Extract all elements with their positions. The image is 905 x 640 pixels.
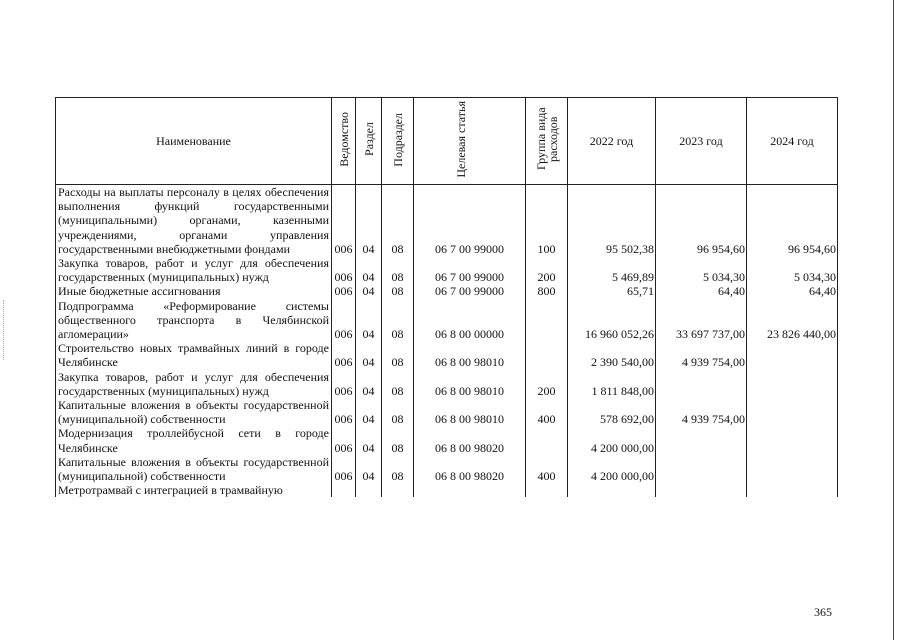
row-celevaya: 06 8 00 98010	[414, 398, 526, 426]
row-gruppa: 800	[526, 284, 568, 298]
row-name: Подпрограмма «Реформирование системы общественного транспорта в Челябинской агломерации»	[56, 299, 332, 342]
row-podrazdel	[382, 483, 414, 497]
row-razdel: 04	[356, 398, 382, 426]
row-podrazdel: 08	[382, 299, 414, 342]
row-celevaya: 06 8 00 98020	[414, 426, 526, 454]
table-row	[56, 341, 838, 369]
row-podrazdel: 08	[382, 370, 414, 398]
row-celevaya: 06 7 00 99000	[414, 256, 526, 284]
table-row	[56, 455, 838, 483]
table-row	[56, 185, 838, 257]
row-2022: 16 960 052,26	[568, 299, 656, 342]
budget-table	[55, 97, 838, 497]
row-vedomstvo: 006	[332, 299, 356, 342]
row-gruppa	[526, 426, 568, 454]
header-name: Наименование	[56, 98, 332, 185]
row-celevaya: 06 8 00 98020	[414, 455, 526, 483]
row-vedomstvo: 006	[332, 370, 356, 398]
row-gruppa: 400	[526, 398, 568, 426]
scan-artifact	[3, 300, 5, 360]
row-2022: 4 200 000,00	[568, 455, 656, 483]
row-vedomstvo: 006	[332, 426, 356, 454]
header-vedomstvo: Ведомство	[332, 98, 356, 185]
row-2022: 5 469,89	[568, 256, 656, 284]
row-gruppa	[526, 299, 568, 342]
row-gruppa	[526, 341, 568, 369]
row-2022: 2 390 540,00	[568, 341, 656, 369]
header-razdel: Раздел	[356, 98, 382, 185]
row-gruppa: 400	[526, 455, 568, 483]
row-podrazdel: 08	[382, 398, 414, 426]
row-name: Капитальные вложения в объекты государственной (муниципальной) собственности	[56, 398, 332, 426]
row-celevaya: 06 7 00 99000	[414, 185, 526, 257]
row-2024	[747, 483, 838, 497]
header-2023: 2023 год	[656, 98, 747, 185]
table-row	[56, 370, 838, 398]
row-razdel: 04	[356, 370, 382, 398]
table-row	[56, 299, 838, 342]
table-row	[56, 483, 838, 497]
row-2024	[747, 341, 838, 369]
header-celevaya: Целевая статья	[414, 98, 526, 185]
row-name: Закупка товаров, работ и услуг для обеспечения государственных (муниципальных) нужд	[56, 370, 332, 398]
row-razdel: 04	[356, 455, 382, 483]
row-vedomstvo: 006	[332, 256, 356, 284]
table-row	[56, 398, 838, 426]
header-2022: 2022 год	[568, 98, 656, 185]
row-2023: 4 939 754,00	[656, 341, 747, 369]
row-name: Закупка товаров, работ и услуг для обеспечения государственных (муниципальных) нужд	[56, 256, 332, 284]
row-podrazdel: 08	[382, 284, 414, 298]
page-number: 365	[814, 605, 832, 619]
row-vedomstvo: 006	[332, 398, 356, 426]
row-gruppa: 200	[526, 370, 568, 398]
row-2024	[747, 398, 838, 426]
row-razdel: 04	[356, 299, 382, 342]
row-razdel	[356, 483, 382, 497]
table-row	[56, 256, 838, 284]
row-2024: 5 034,30	[747, 256, 838, 284]
row-razdel: 04	[356, 426, 382, 454]
row-name: Метротрамвай с интеграцией в трамвайную	[56, 483, 332, 497]
row-podrazdel: 08	[382, 426, 414, 454]
header-2024: 2024 год	[747, 98, 838, 185]
row-name: Иные бюджетные ассигнования	[56, 284, 332, 298]
row-2022	[568, 483, 656, 497]
row-celevaya: 06 8 00 00000	[414, 299, 526, 342]
row-2023	[656, 483, 747, 497]
row-vedomstvo: 006	[332, 185, 356, 257]
row-podrazdel: 08	[382, 185, 414, 257]
row-celevaya	[414, 483, 526, 497]
row-gruppa	[526, 483, 568, 497]
row-2023: 64,40	[656, 284, 747, 298]
row-name: Капитальные вложения в объекты государственной (муниципальной) собственности	[56, 455, 332, 483]
row-2023: 4 939 754,00	[656, 398, 747, 426]
row-2024	[747, 370, 838, 398]
row-2023: 33 697 737,00	[656, 299, 747, 342]
table-row	[56, 284, 838, 298]
row-podrazdel: 08	[382, 256, 414, 284]
row-podrazdel: 08	[382, 455, 414, 483]
row-2022: 65,71	[568, 284, 656, 298]
row-2023	[656, 455, 747, 483]
row-podrazdel: 08	[382, 341, 414, 369]
header-row	[56, 98, 838, 185]
row-gruppa: 200	[526, 256, 568, 284]
header-podrazdel: Подраздел	[382, 98, 414, 185]
row-2023: 96 954,60	[656, 185, 747, 257]
row-2024	[747, 426, 838, 454]
row-2024	[747, 455, 838, 483]
row-name: Модернизация троллейбусной сети в городе Челябинске	[56, 426, 332, 454]
row-gruppa: 100	[526, 185, 568, 257]
row-2023	[656, 370, 747, 398]
row-name: Строительство новых трамвайных линий в городе Челябинске	[56, 341, 332, 369]
row-razdel: 04	[356, 185, 382, 257]
row-razdel: 04	[356, 256, 382, 284]
row-vedomstvo: 006	[332, 284, 356, 298]
row-2024: 64,40	[747, 284, 838, 298]
row-vedomstvo: 006	[332, 455, 356, 483]
row-celevaya: 06 8 00 98010	[414, 370, 526, 398]
row-2023: 5 034,30	[656, 256, 747, 284]
table-row	[56, 426, 838, 454]
row-2022: 1 811 848,00	[568, 370, 656, 398]
row-razdel: 04	[356, 341, 382, 369]
row-razdel: 04	[356, 284, 382, 298]
row-2023	[656, 426, 747, 454]
row-vedomstvo	[332, 483, 356, 497]
row-2024: 96 954,60	[747, 185, 838, 257]
row-name: Расходы на выплаты персоналу в целях обеспечения выполнения функций государственными (муниципальными) органами, казенными учреждениями, органами управления государственными внебюджетными фондами	[56, 185, 332, 257]
row-celevaya: 06 8 00 98010	[414, 341, 526, 369]
row-2022: 4 200 000,00	[568, 426, 656, 454]
row-celevaya: 06 7 00 99000	[414, 284, 526, 298]
row-vedomstvo: 006	[332, 341, 356, 369]
page-edge-line	[893, 0, 894, 640]
header-gruppa: Группа вида расходов	[526, 98, 568, 185]
row-2024: 23 826 440,00	[747, 299, 838, 342]
row-2022: 578 692,00	[568, 398, 656, 426]
row-2022: 95 502,38	[568, 185, 656, 257]
